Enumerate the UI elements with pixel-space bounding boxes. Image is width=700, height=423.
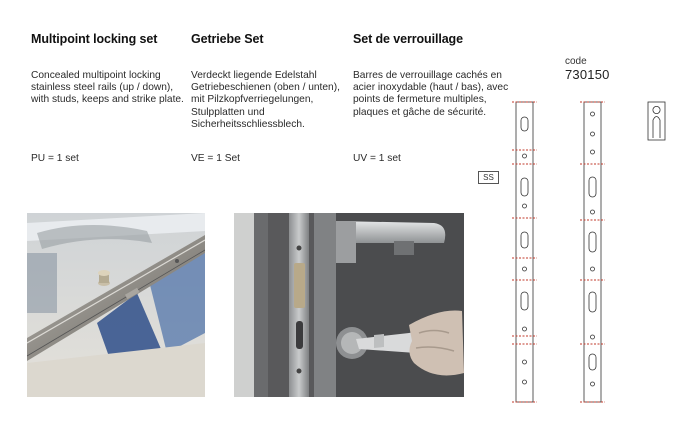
material-badge: SS [478,171,499,184]
description-english: Concealed multipoint locking stainless steel rails (up / down), with studs, keeps and strike plate. [31,70,184,106]
door-photo [234,213,464,397]
packing-unit-german: VE = 1 Set [191,153,240,164]
column-french [353,32,513,164]
column-english [31,32,191,164]
product-code: 730150 [565,67,610,82]
code-label: code [565,56,587,67]
description-french: Barres de verrouillage cachés en acier inoxydable (haut / bas), avec points de fermeture multiples, plaques et gâche de sécurité. [353,70,509,118]
title-french: Set de verrouillage [353,32,463,46]
rail-photo [27,213,205,397]
column-german [191,32,351,164]
packing-unit-english: PU = 1 set [31,153,79,164]
packing-unit-french: UV = 1 set [353,153,401,164]
title-english: Multipoint locking set [31,32,158,46]
title-german: Getriebe Set [191,32,264,46]
rail-technical-drawing [508,92,678,410]
door-photo-illustration [234,213,464,397]
description-german: Verdeckt liegende Edelstahl Getriebeschienen (oben / unten), mit Pilzkopfverriegelungen, Stulpplatten und Sicherheitsschliessblech. [191,70,340,130]
rail-photo-illustration [27,213,205,397]
